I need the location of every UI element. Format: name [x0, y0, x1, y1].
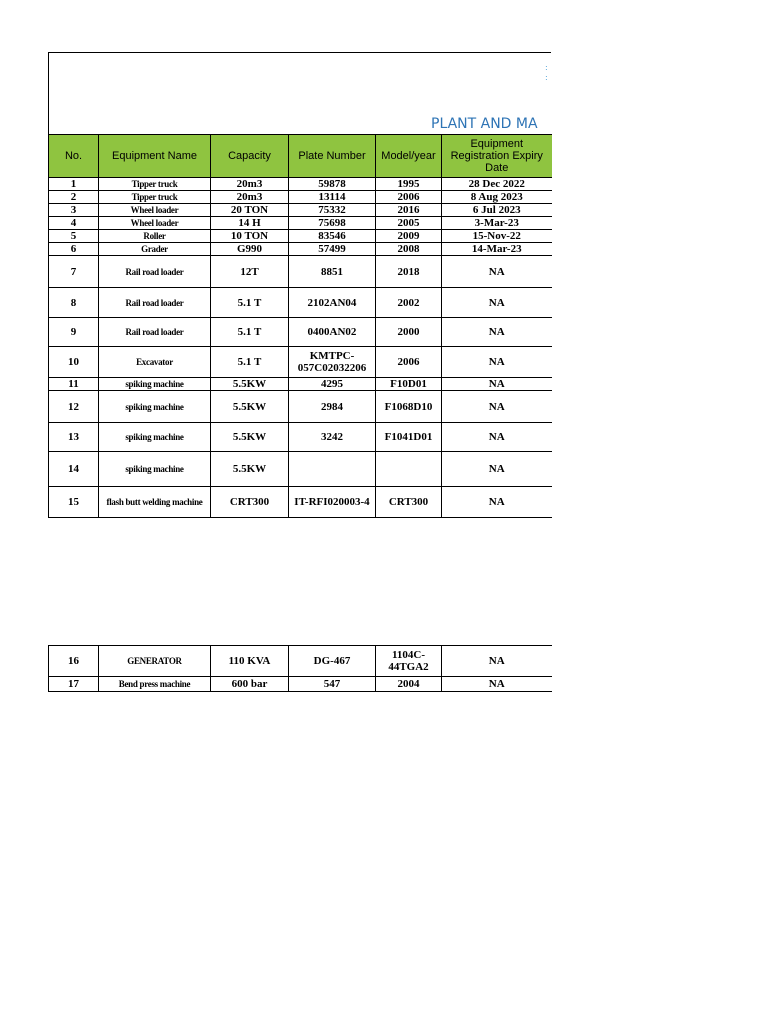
- cell-plate-number: 57499: [289, 243, 376, 256]
- cell-plate-number: 13114: [289, 191, 376, 204]
- cell-model-year: [376, 452, 442, 487]
- cell-no: 17: [49, 677, 99, 692]
- cell-equipment-name: spiking machine: [99, 378, 211, 391]
- cell-plate-number: 75698: [289, 217, 376, 230]
- cell-equipment-name: spiking machine: [99, 391, 211, 423]
- cell-plate-number: 3242: [289, 423, 376, 452]
- cell-model-year: CRT300: [376, 487, 442, 518]
- cell-capacity: 10 TON: [211, 230, 289, 243]
- cell-expiry-date: NA: [442, 452, 552, 487]
- cell-model-year: F10D01: [376, 378, 442, 391]
- cell-model-year: 2009: [376, 230, 442, 243]
- cell-no: 15: [49, 487, 99, 518]
- cell-capacity: 20 TON: [211, 204, 289, 217]
- cell-model-year: 2000: [376, 318, 442, 347]
- cell-plate-number: 8851: [289, 256, 376, 288]
- cell-no: 11: [49, 378, 99, 391]
- cell-no: 2: [49, 191, 99, 204]
- cell-no: 13: [49, 423, 99, 452]
- col-header-plate-number: Plate Number: [289, 135, 376, 178]
- table-row: [49, 646, 552, 677]
- col-header-expiry-date: Equipment Registration Expiry Date: [442, 135, 552, 178]
- cell-capacity: 5.1 T: [211, 288, 289, 318]
- cell-equipment-name: Grader: [99, 243, 211, 256]
- cell-model-year: 1995: [376, 178, 442, 191]
- equipment-sheet: [48, 52, 551, 518]
- table-row: [49, 288, 552, 318]
- cell-expiry-date: 6 Jul 2023: [442, 204, 552, 217]
- cell-capacity: 12T: [211, 256, 289, 288]
- col-header-capacity: Capacity: [211, 135, 289, 178]
- table-row: [49, 391, 552, 423]
- cell-model-year: F1041D01: [376, 423, 442, 452]
- cell-equipment-name: Rail road loader: [99, 256, 211, 288]
- cell-no: 10: [49, 347, 99, 378]
- cell-plate-number: 75332: [289, 204, 376, 217]
- table-row: [49, 256, 552, 288]
- cell-expiry-date: 14-Mar-23: [442, 243, 552, 256]
- cell-capacity: 600 bar: [211, 677, 289, 692]
- cell-capacity: G990: [211, 243, 289, 256]
- cell-expiry-date: 15-Nov-22: [442, 230, 552, 243]
- cell-plate-number: DG-467: [289, 646, 376, 677]
- cell-equipment-name: flash butt welding machine: [99, 487, 211, 518]
- cell-plate-number: IT-RFI020003-4: [289, 487, 376, 518]
- cell-expiry-date: 3-Mar-23: [442, 217, 552, 230]
- cell-equipment-name: Tipper truck: [99, 178, 211, 191]
- cell-model-year: 2004: [376, 677, 442, 692]
- table-row: [49, 677, 552, 692]
- cell-capacity: 110 KVA: [211, 646, 289, 677]
- cell-capacity: 5.1 T: [211, 347, 289, 378]
- cell-expiry-date: NA: [442, 347, 552, 378]
- cell-no: 1: [49, 178, 99, 191]
- sheet-header: [48, 52, 551, 134]
- cell-expiry-date: NA: [442, 487, 552, 518]
- cell-model-year: 2002: [376, 288, 442, 318]
- col-header-no: No.: [49, 135, 99, 178]
- cell-expiry-date: NA: [442, 677, 552, 692]
- table-row: [49, 243, 552, 256]
- cell-no: 12: [49, 391, 99, 423]
- cell-model-year: 2006: [376, 191, 442, 204]
- cell-plate-number: 547: [289, 677, 376, 692]
- cell-no: 9: [49, 318, 99, 347]
- cell-expiry-date: NA: [442, 318, 552, 347]
- cell-plate-number: 2984: [289, 391, 376, 423]
- cell-equipment-name: Bend press machine: [99, 677, 211, 692]
- cell-capacity: CRT300: [211, 487, 289, 518]
- table-row: [49, 452, 552, 487]
- col-header-model-year: Model/year: [376, 135, 442, 178]
- cell-expiry-date: 8 Aug 2023: [442, 191, 552, 204]
- table-row: [49, 378, 552, 391]
- cell-model-year: 1104C-44TGA2: [376, 646, 442, 677]
- cell-plate-number: 0400AN02: [289, 318, 376, 347]
- cell-no: 8: [49, 288, 99, 318]
- cell-expiry-date: NA: [442, 423, 552, 452]
- cell-equipment-name: Rail road loader: [99, 288, 211, 318]
- cell-no: 3: [49, 204, 99, 217]
- logo-fragment: : :: [545, 63, 548, 82]
- cell-capacity: 5.1 T: [211, 318, 289, 347]
- cell-equipment-name: Excavator: [99, 347, 211, 378]
- table-row: [49, 204, 552, 217]
- cell-capacity: 5.5KW: [211, 391, 289, 423]
- cell-expiry-date: NA: [442, 256, 552, 288]
- cell-model-year: 2006: [376, 347, 442, 378]
- cell-model-year: 2005: [376, 217, 442, 230]
- cell-no: 4: [49, 217, 99, 230]
- cell-plate-number: 4295: [289, 378, 376, 391]
- cell-equipment-name: spiking machine: [99, 452, 211, 487]
- cell-equipment-name: Wheel loader: [99, 204, 211, 217]
- cell-capacity: 5.5KW: [211, 423, 289, 452]
- cell-equipment-name: Roller: [99, 230, 211, 243]
- table-row: [49, 487, 552, 518]
- cell-expiry-date: NA: [442, 391, 552, 423]
- cell-plate-number: [289, 452, 376, 487]
- col-header-equipment-name: Equipment Name: [99, 135, 211, 178]
- cell-expiry-date: NA: [442, 378, 552, 391]
- cell-capacity: 5.5KW: [211, 378, 289, 391]
- header-row: [49, 135, 552, 178]
- equipment-table: [48, 134, 552, 518]
- cell-plate-number: 83546: [289, 230, 376, 243]
- table-row: [49, 178, 552, 191]
- cell-no: 5: [49, 230, 99, 243]
- cell-no: 14: [49, 452, 99, 487]
- page-title: PLANT AND MA: [431, 116, 538, 132]
- cell-plate-number: 59878: [289, 178, 376, 191]
- table-row: [49, 318, 552, 347]
- cell-expiry-date: NA: [442, 646, 552, 677]
- cell-equipment-name: spiking machine: [99, 423, 211, 452]
- cell-capacity: 5.5KW: [211, 452, 289, 487]
- cell-capacity: 14 H: [211, 217, 289, 230]
- cell-model-year: F1068D10: [376, 391, 442, 423]
- table-row: [49, 423, 552, 452]
- cell-model-year: 2016: [376, 204, 442, 217]
- cell-equipment-name: Tipper truck: [99, 191, 211, 204]
- cell-equipment-name: Wheel loader: [99, 217, 211, 230]
- cell-equipment-name: GENERATOR: [99, 646, 211, 677]
- table-row: [49, 191, 552, 204]
- table-row: [49, 347, 552, 378]
- cell-capacity: 20m3: [211, 191, 289, 204]
- cell-expiry-date: 28 Dec 2022: [442, 178, 552, 191]
- cell-model-year: 2018: [376, 256, 442, 288]
- cell-plate-number: KMTPC-057C02032206: [289, 347, 376, 378]
- table-row: [49, 230, 552, 243]
- cell-plate-number: 2102AN04: [289, 288, 376, 318]
- cell-capacity: 20m3: [211, 178, 289, 191]
- equipment-table-continued: [48, 645, 552, 692]
- cell-equipment-name: Rail road loader: [99, 318, 211, 347]
- cell-no: 7: [49, 256, 99, 288]
- cell-no: 6: [49, 243, 99, 256]
- cell-model-year: 2008: [376, 243, 442, 256]
- table-row: [49, 217, 552, 230]
- cell-expiry-date: NA: [442, 288, 552, 318]
- cell-no: 16: [49, 646, 99, 677]
